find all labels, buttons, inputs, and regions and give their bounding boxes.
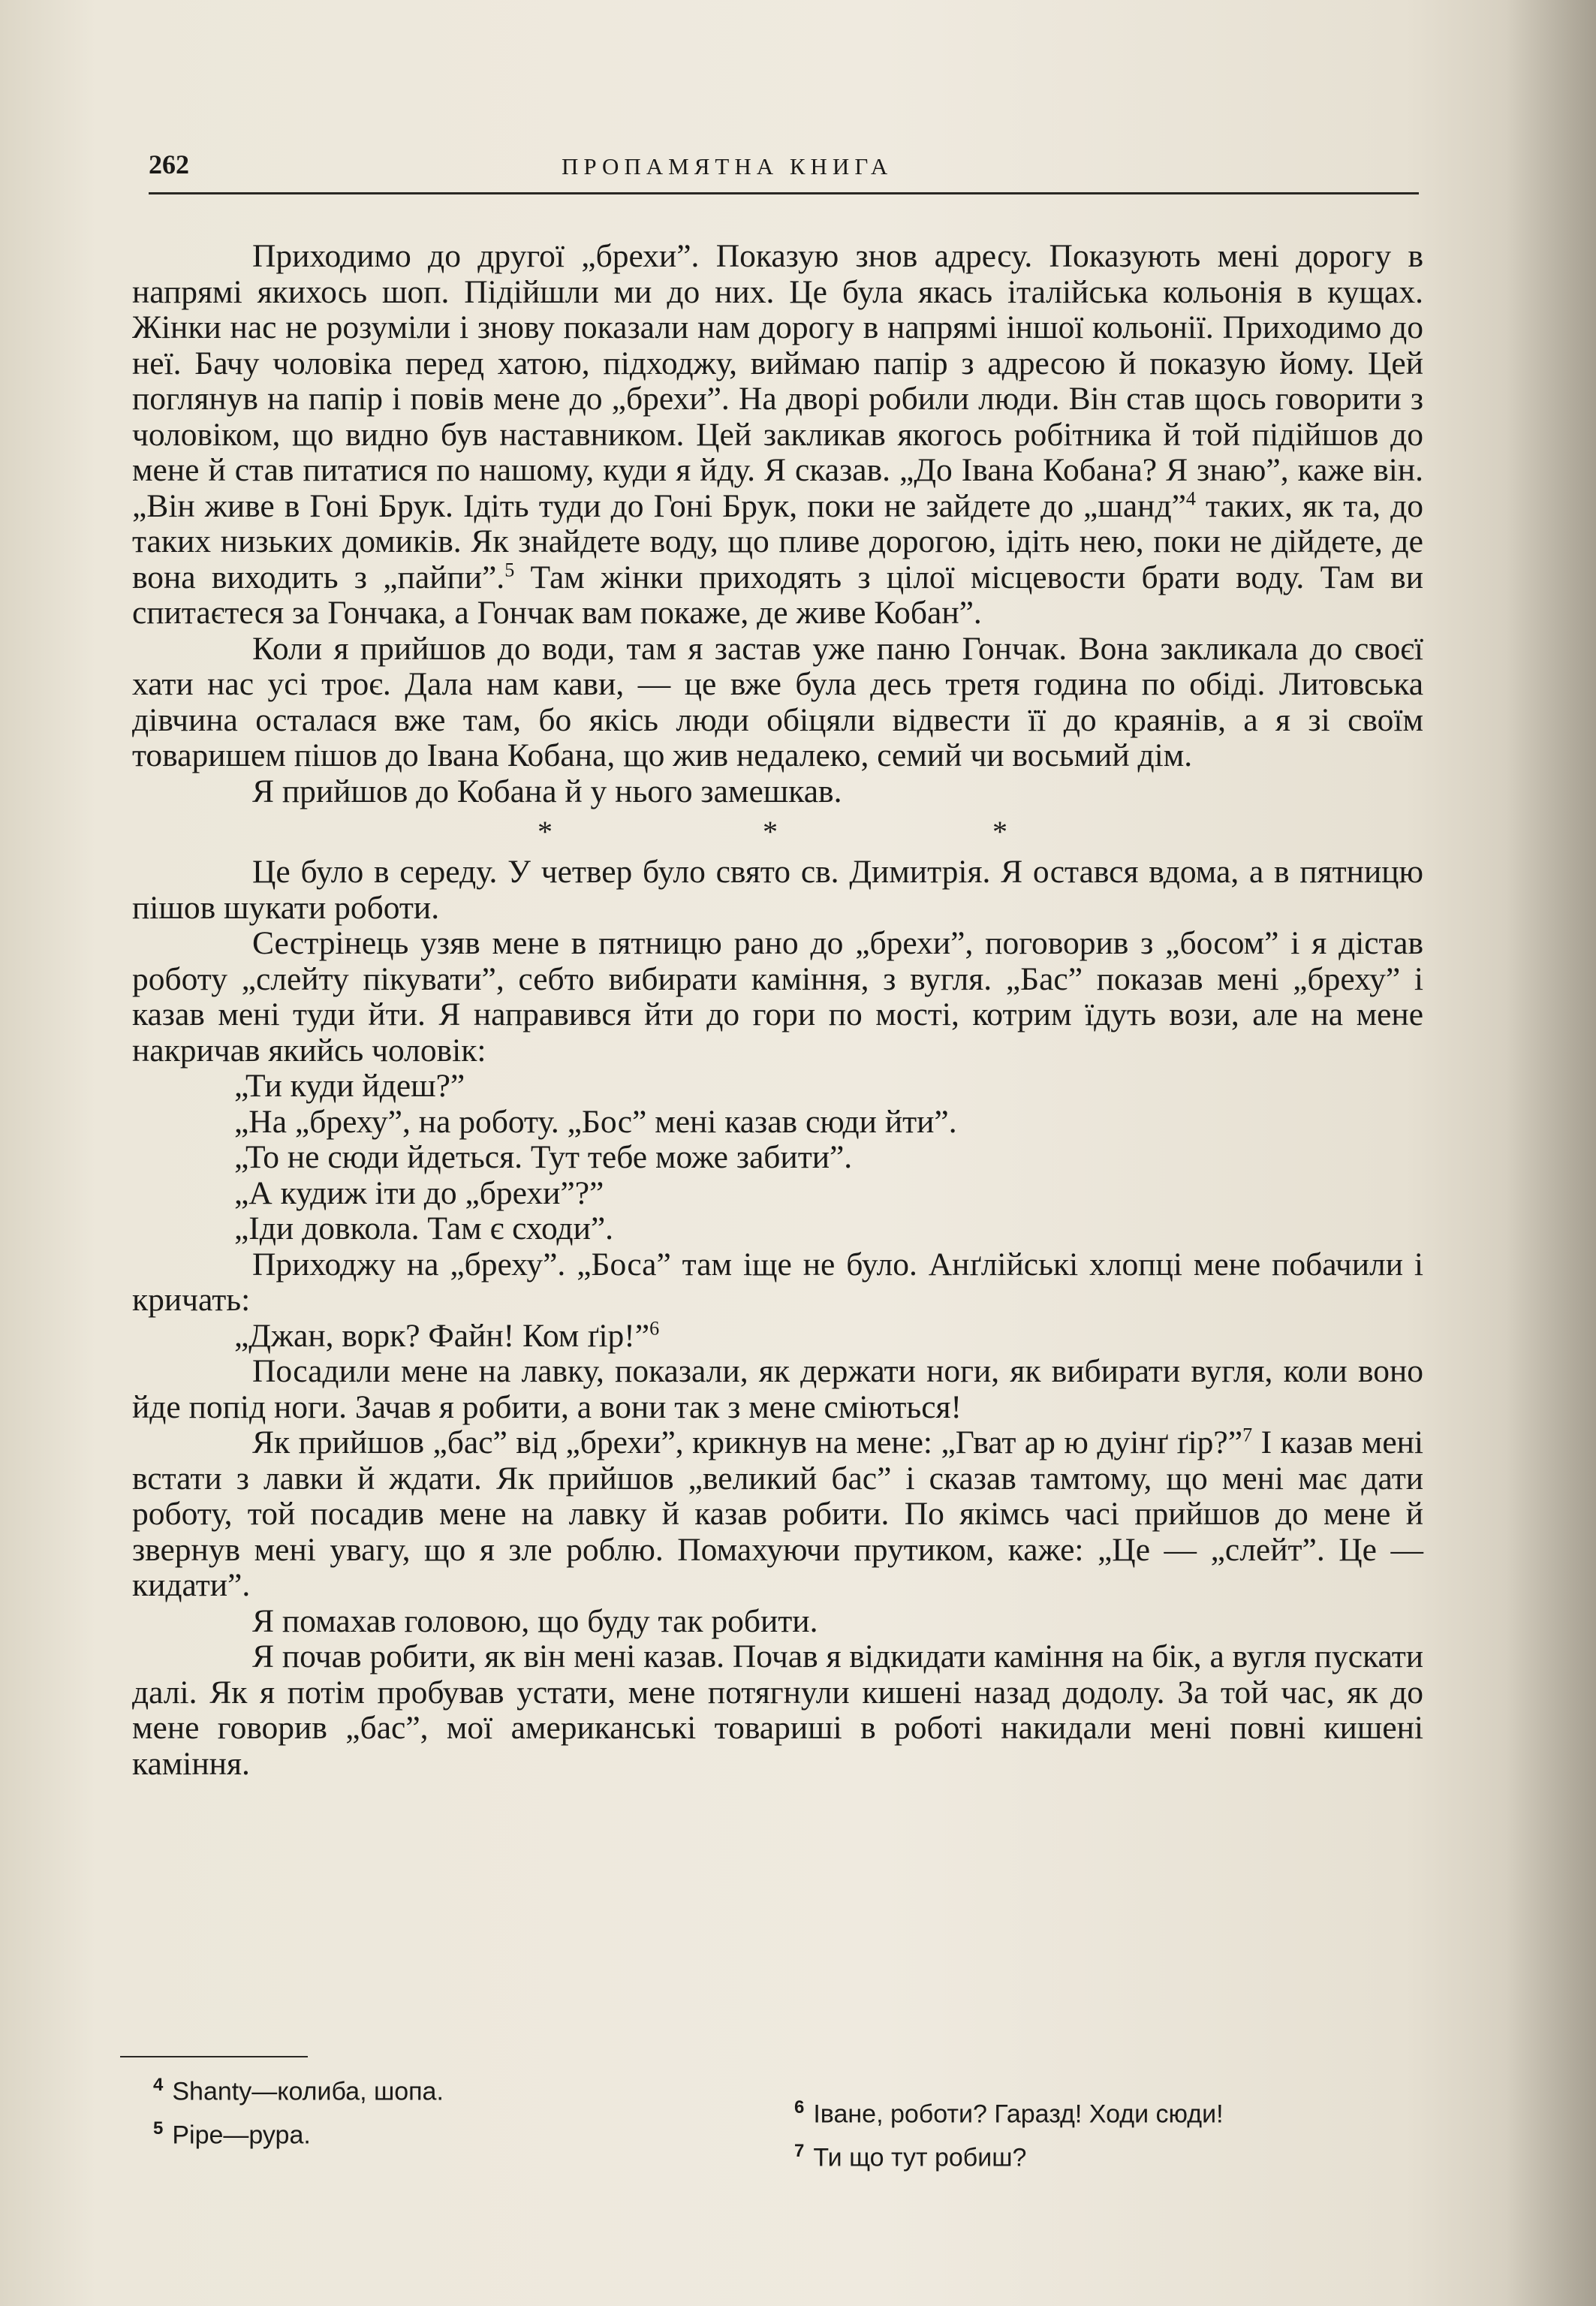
footnote: $^6$ Іване, роботи? Гаразд! Ходи сюди!: [794, 2097, 1224, 2129]
section-break: [132, 809, 1423, 855]
footnotes-left: [153, 2066, 444, 2154]
paragraph: Посадили мене на лавку, показали, як держати ноги, як вибирати вугля, коли воно йде попід ноги. Зачав я робити, а вони так з мене сміються!: [132, 1353, 1423, 1425]
paragraph: Я прийшов до Кобана й у нього замешкав.: [252, 773, 842, 809]
page-edge-shadow: [1506, 0, 1596, 2306]
paragraph: Приходжу на „бреху”. „Боса” там іще не було. Анґлійські хлопці мене побачили і кричать:: [132, 1246, 1423, 1318]
paragraph: Я почав робити, як він мені казав. Почав я відкидати каміння на бік, а вугля пускати далі. Як я потім пробував устати, мене потягнули кишені назад додолу. За той час, як до мене говорив „бас”, мої американські товариші в роботі накидали мені повні кишені каміння.: [132, 1638, 1423, 1782]
footnote-ref: 6: [649, 1317, 660, 1339]
page-header: [149, 147, 1419, 194]
footnote-ref: 4: [1185, 487, 1196, 509]
dialogue-line: „Ти куди йдеш?”: [234, 1068, 465, 1104]
paragraph: Приходимо до другої „брехи”. Показую знов адресу. Показують мені дорогу в напрямі якихось шоп. Підійшли ми до них. Це була якась італійська кольонія в кущах. Жінки нас не розуміли і знову показали нам дорогу в напрямі іншої кольонії. Приходимо до неї. Бачу чоловіка перед хатою, підходжу, виймаю папір з адресою й показую йому. Цей поглянув на папір і повів мене до „брехи”. На дворі робили люди. Він став щось говорити з чоловіком, що видно був наставником. Цей закликав якогось робітника й той підійшов до мене й став питатися по нашому, куди я йду. Я сказав. „До Івана Кобана? Я знаю”, каже він. „Він живе в Гоні Брук. Ідіть туди до Гоні Брук, поки не зайдете до „шанд”$^4$ таких, як та, до таких низьких домиків. Як знайдете воду, що пливе дорогою, ідіть нею, поки не дійдете, де вона виходить з „пайпи”.$^5$ Там жінки приходять з цілої місцевости брати воду. Там ви спитаєтеся за Гончака, а Гончак вам покаже, де живе Кобан”.: [132, 238, 1424, 631]
asterisk: *: [992, 815, 1007, 849]
paragraph: Я помахав головою, що буду так робити.: [252, 1602, 818, 1639]
footnote-ref: 5: [504, 559, 515, 580]
paragraph: Сестрінець узяв мене в пятницю рано до „брехи”, поговорив з „босом” і я дістав роботу „слейту пікувати”, себто вибирати каміння, з вугля. „Бас” показав мені „бреху” і казав мені туди йти. Я направився йти до гори по мості, котрим їдуть вози, але на мене накричав якийсь чоловік:: [132, 925, 1423, 1069]
asterisk: *: [763, 815, 778, 849]
footnote: $^4$ Shanty—колиба, шопа.: [153, 2075, 444, 2106]
dialogue-line: „Джан, ворк? Файн! Ком ґір!”$^6$: [234, 1317, 660, 1354]
dialogue-line: „Іди довкола. Там є сходи”.: [234, 1210, 614, 1246]
footnote: $^7$ Ти що тут робиш?: [794, 2141, 1027, 2172]
paragraph: Коли я прийшов до води, там я застав уже паню Гончак. Вона закликала до своєї хати нас усі троє. Дала нам кави, — це вже була десь третя година по обіді. Литовська дівчина осталася вже там, бо якісь люди обіцяли відвести її до краянів, а я зі своїм товаришем пішов до Івана Кобана, що жив недалеко, семий чи восьмий дім.: [132, 630, 1423, 773]
body-text: [132, 239, 1423, 1782]
paragraph: Як прийшов „бас” від „брехи”, крикнув на мене: „Гват ар ю дуінґ ґір?”$^7$ І казав мені встати з лавки й ждати. Як прийшов „великий бас” і сказав тамтому, що мені має дати роботу, той посадив мене на лавку й казав робити. По якімсь часі прийшов до мене й звернув мені увагу, що я зле роблю. Помахуючи прутиком, каже: „Це — „слейт”. Це — кидати”.: [132, 1424, 1423, 1603]
page-number: 262: [149, 149, 189, 179]
footnote-ref: 7: [1242, 1424, 1253, 1446]
footnote: $^5$ Pipe—рура.: [153, 2118, 311, 2150]
paragraph: Це було в середу. У четвер було свято св. Димитрія. Я остався вдома, а в пятницю пішов шукати роботи.: [132, 854, 1423, 926]
dialogue-line: „То не сюди йдеться. Тут тебе може забити”.: [234, 1139, 853, 1175]
asterisk: *: [538, 815, 553, 849]
footnotes-right: [794, 2089, 1224, 2177]
footnote-rule: [120, 2056, 308, 2057]
running-head: ПРОПАМЯТНА КНИГА: [562, 153, 893, 179]
dialogue-line: „На „бреху”, на роботу. „Бос” мені казав сюди йти”.: [234, 1103, 957, 1140]
dialogue-line: „А кудиж іти до „брехи”?”: [234, 1174, 604, 1211]
